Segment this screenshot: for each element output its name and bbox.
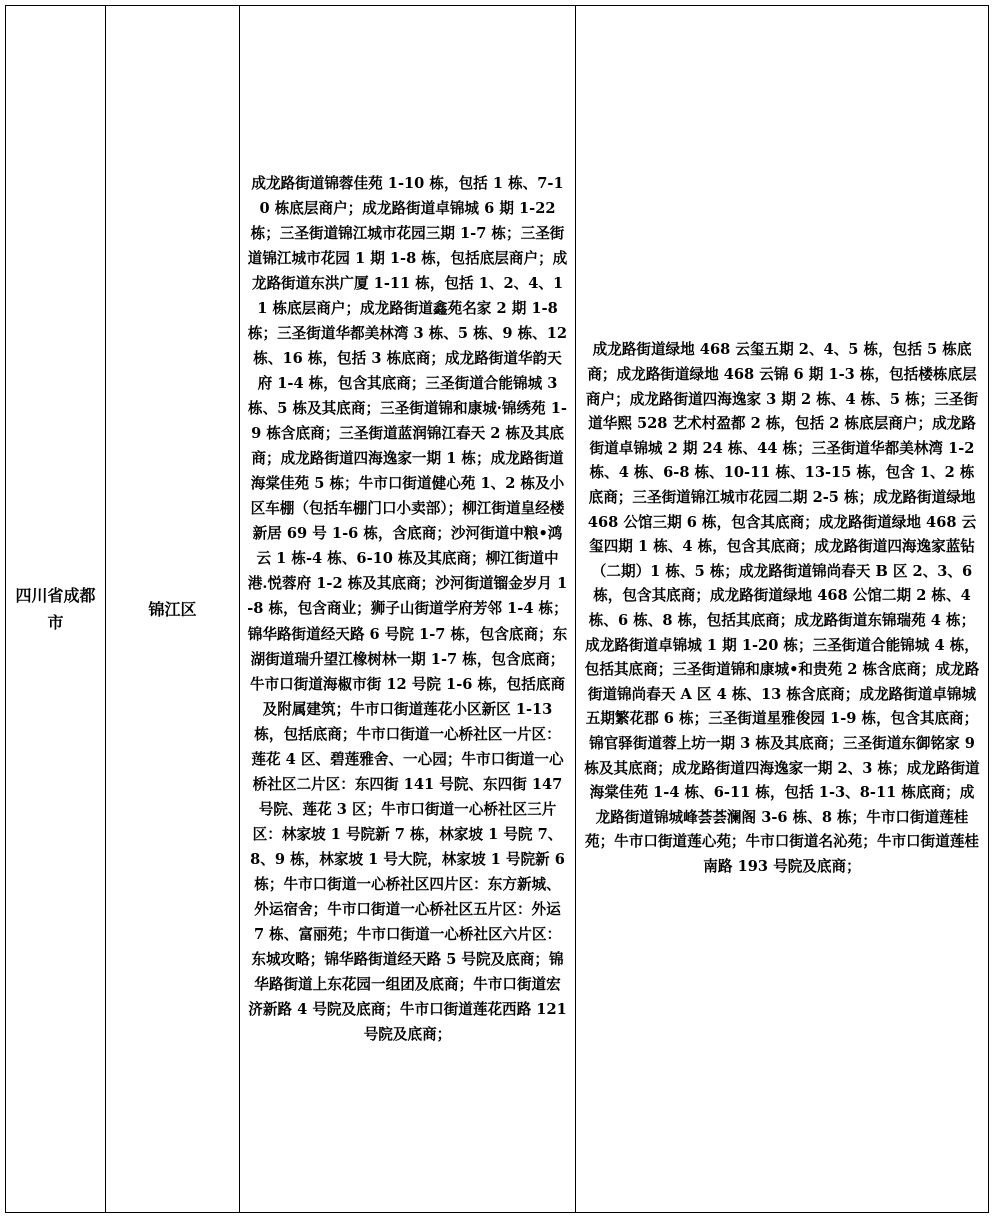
area-list-text-b: 成龙路街道绿地 468 云玺五期 2、4、5 栋，包括 5 栋底商；成龙路街道绿地 468 云锦 6 期 1-3 栋，包括楼栋底层商户；成龙路街道四海逸家 3 期 2 栋、4 栋、5 栋；三圣街道华熙 528 艺术村盈都 2 栋，包括 2 栋底层商户；成龙路街道卓锦城 2 期 24 栋、44 栋；三圣街道华都美林湾 1-2 栋、4 栋、6-8 栋、10-11 栋、13-15 栋，包含 1、2 栋底商；三圣街道锦江城市花园二期 2-5 栋；成龙路街道绿地 468 公馆三期 6 栋，包含其底商；成龙路街道绿地 468 云玺四期 1 栋、4 栋，包含其底商；成龙路街道四海逸家蓝钻（二期）1 栋、5 栋；成龙路街道锦尚春天 B 区 2、3、6 栋，包含其底商；成龙路街道绿地 468 公馆二期 2 栋、4 栋、6 栋、8 栋，包括其底商；成龙路街道东锦瑞苑 4 栋；成龙路街道卓锦城 1 期 1-20 栋；三圣街道合能锦城 4 栋，包括其底商；三圣街道锦和康城•和贵苑 2 栋含底商；成龙路街道锦尚春天 A 区 4 栋、13 栋含底商；成龙路街道卓锦城五期繁花郡 6 栋；三圣街道星雅俊园 1-9 栋，包含其底商；锦官驿街道蓉上坊一期 3 栋及其底商；三圣街道东御铭家 9 栋及其底商；成龙路街道四海逸家一期 2、3 栋；成龙路街道海棠佳苑 1-4 栋、6-11 栋，包括 1-3、8-11 栋底商；成龙路街道锦城峰荟荟澜阁 3-6 栋、8 栋；牛市口街道莲桂苑；牛市口街道莲心苑；牛市口街道名沁苑；牛市口街道莲桂南路 193 号院及底商； [584, 341, 980, 875]
document-table [5, 5, 989, 1213]
area-list-cell-a [240, 6, 576, 1213]
table-row [6, 6, 989, 1213]
district-text: 锦江区 [148, 599, 197, 619]
province-city-cell [6, 6, 106, 1213]
province-city-text: 四川省成都市 [15, 586, 96, 632]
district-cell [106, 6, 240, 1213]
area-list-cell-b [576, 6, 989, 1213]
area-list-text-a: 成龙路街道锦蓉佳苑 1-10 栋，包括 1 栋、7-10 栋底层商户；成龙路街道卓锦城 6 期 1-22 栋；三圣街道锦江城市花园三期 1-7 栋；三圣街道锦江城市花园 1 期 1-8 栋，包括底层商户；成龙路街道东洪广厦 1-11 栋，包括 1、2、4、11 栋底层商户；成龙路街道鑫苑名家 2 期 1-8 栋；三圣街道华都美林湾 3 栋、5 栋、9 栋、12 栋、16 栋，包括 3 栋底商；成龙路街道华韵天府 1-4 栋，包含其底商；三圣街道合能锦城 3 栋、5 栋及其底商；三圣街道锦和康城·锦绣苑 1-9 栋含底商；三圣街道蓝润锦江春天 2 栋及其底商；成龙路街道四海逸家一期 1 栋；成龙路街道海棠佳苑 5 栋；牛市口街道健心苑 1、2 栋及小区车棚（包括车棚门口小卖部）；柳江街道皇经楼新居 69 号 1-6 栋，含底商；沙河街道中粮•鸿云 1 栋-4 栋、6-10 栋及其底商；柳江街道中港.悦蓉府 1-2 栋及其底商；沙河街道镏金岁月 1-8 栋，包含商业；狮子山街道学府芳邻 1-4 栋；锦华路街道经天路 6 号院 1-7 栋，包含底商；东湖街道瑞升望江橡树林一期 1-7 栋，包含底商；牛市口街道海椒市街 12 号院 1-6 栋，包括底商及附属建筑；牛市口街道莲花小区新区 1-13 栋，包括底商；牛市口街道一心桥社区一片区：莲花 4 区、碧莲雅舍、一心园；牛市口街道一心桥社区二片区：东四街 141 号院、东四街 147 号院、莲花 3 区；牛市口街道一心桥社区三片区：林家坡 1 号院新 7 栋，林家坡 1 号院 7、8、9 栋，林家坡 1 号大院，林家坡 1 号院新 6 栋；牛市口街道一心桥社区四片区：东方新城、外运宿舍；牛市口街道一心桥社区五片区：外运 7 栋、富丽苑；牛市口街道一心桥社区六片区：东城攻略；锦华路街道经天路 5 号院及底商；锦华路街道上东花园一组团及底商；牛市口街道宏济新路 4 号院及底商；牛市口街道莲花西路 121 号院及底商； [247, 174, 568, 1044]
